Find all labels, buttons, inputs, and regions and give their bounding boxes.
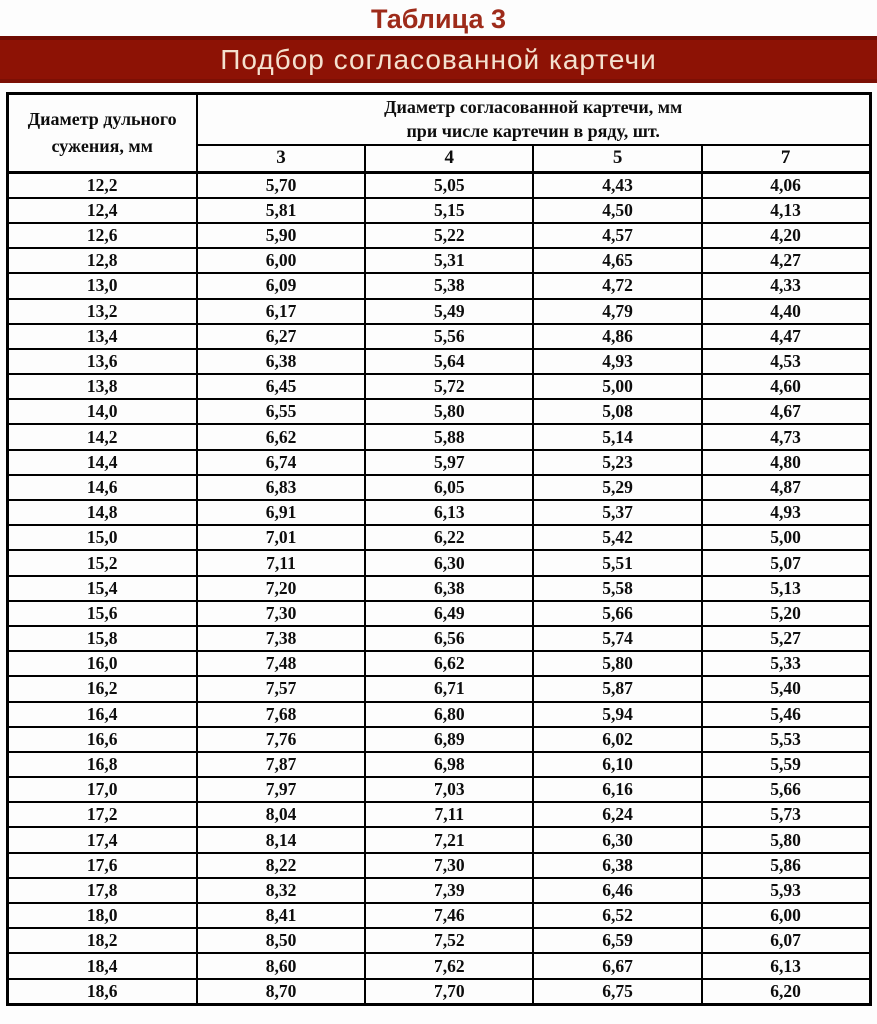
buckshot-diameter-cell: 8,50	[197, 928, 365, 953]
buckshot-diameter-cell: 4,27	[702, 248, 870, 273]
buckshot-diameter-cell: 6,59	[533, 928, 701, 953]
muzzle-diameter-cell: 17,4	[7, 827, 197, 852]
muzzle-diameter-cell: 13,4	[7, 324, 197, 349]
buckshot-diameter-cell: 5,90	[197, 223, 365, 248]
buckshot-diameter-cell: 7,70	[365, 979, 533, 1005]
buckshot-diameter-cell: 8,32	[197, 878, 365, 903]
buckshot-diameter-cell: 5,86	[702, 853, 870, 878]
buckshot-diameter-cell: 4,47	[702, 324, 870, 349]
table-row	[7, 676, 870, 701]
buckshot-diameter-cell: 5,80	[702, 827, 870, 852]
buckshot-diameter-cell: 7,97	[197, 777, 365, 802]
muzzle-diameter-cell: 14,4	[7, 450, 197, 475]
buckshot-diameter-cell: 7,21	[365, 827, 533, 852]
table-row	[7, 500, 870, 525]
buckshot-diameter-cell: 4,65	[533, 248, 701, 273]
buckshot-diameter-cell: 5,15	[365, 198, 533, 223]
table-row	[7, 601, 870, 626]
table-row	[7, 752, 870, 777]
buckshot-diameter-cell: 7,48	[197, 651, 365, 676]
buckshot-diameter-cell: 7,68	[197, 702, 365, 727]
buckshot-diameter-cell: 5,29	[533, 475, 701, 500]
buckshot-diameter-cell: 7,52	[365, 928, 533, 953]
muzzle-diameter-cell: 14,6	[7, 475, 197, 500]
muzzle-diameter-cell: 16,0	[7, 651, 197, 676]
buckshot-diameter-cell: 5,33	[702, 651, 870, 676]
muzzle-diameter-cell: 18,0	[7, 903, 197, 928]
table-row	[7, 651, 870, 676]
muzzle-diameter-cell: 13,0	[7, 273, 197, 298]
buckshot-diameter-cell: 6,09	[197, 273, 365, 298]
buckshot-diameter-cell: 5,72	[365, 374, 533, 399]
buckshot-diameter-cell: 8,60	[197, 953, 365, 978]
buckshot-diameter-cell: 6,52	[533, 903, 701, 928]
buckshot-diameter-cell: 6,80	[365, 702, 533, 727]
banner	[0, 36, 877, 83]
buckshot-diameter-cell: 5,46	[702, 702, 870, 727]
buckshot-diameter-cell: 5,74	[533, 626, 701, 651]
table-row	[7, 450, 870, 475]
buckshot-diameter-cell: 6,46	[533, 878, 701, 903]
table-row	[7, 172, 870, 198]
table-row	[7, 626, 870, 651]
buckshot-diameter-cell: 5,87	[533, 676, 701, 701]
table-row	[7, 777, 870, 802]
table-row	[7, 827, 870, 852]
column-group-header	[197, 94, 870, 145]
buckshot-diameter-cell: 6,02	[533, 727, 701, 752]
muzzle-diameter-cell: 12,4	[7, 198, 197, 223]
buckshot-diameter-cell: 7,57	[197, 676, 365, 701]
buckshot-diameter-cell: 5,88	[365, 424, 533, 449]
muzzle-diameter-cell: 18,4	[7, 953, 197, 978]
table-number-title: Таблица 3	[370, 4, 507, 34]
buckshot-diameter-cell: 4,40	[702, 299, 870, 324]
table-row	[7, 248, 870, 273]
buckshot-diameter-cell: 7,39	[365, 878, 533, 903]
column-subheader-7: 7	[702, 145, 870, 173]
table-row	[7, 424, 870, 449]
buckshot-diameter-cell: 4,80	[702, 450, 870, 475]
column-subheader-3: 3	[197, 145, 365, 173]
buckshot-diameter-cell: 6,71	[365, 676, 533, 701]
buckshot-diameter-cell: 5,80	[365, 399, 533, 424]
buckshot-diameter-cell: 5,64	[365, 349, 533, 374]
table-row	[7, 727, 870, 752]
header-row-1	[7, 94, 870, 145]
buckshot-diameter-cell: 8,04	[197, 802, 365, 827]
muzzle-diameter-cell: 16,4	[7, 702, 197, 727]
buckshot-diameter-cell: 6,07	[702, 928, 870, 953]
muzzle-diameter-cell: 14,2	[7, 424, 197, 449]
muzzle-diameter-cell: 17,8	[7, 878, 197, 903]
buckshot-diameter-cell: 6,38	[533, 853, 701, 878]
table-row	[7, 525, 870, 550]
table-row	[7, 349, 870, 374]
buckshot-diameter-cell: 4,93	[533, 349, 701, 374]
buckshot-diameter-cell: 4,86	[533, 324, 701, 349]
table-row	[7, 324, 870, 349]
buckshot-diameter-cell: 6,55	[197, 399, 365, 424]
buckshot-diameter-cell: 7,38	[197, 626, 365, 651]
buckshot-diameter-cell: 5,13	[702, 576, 870, 601]
buckshot-diameter-cell: 5,66	[533, 601, 701, 626]
buckshot-diameter-cell: 7,62	[365, 953, 533, 978]
buckshot-diameter-cell: 5,93	[702, 878, 870, 903]
buckshot-diameter-cell: 6,05	[365, 475, 533, 500]
buckshot-diameter-cell: 5,59	[702, 752, 870, 777]
buckshot-diameter-cell: 5,53	[702, 727, 870, 752]
muzzle-diameter-cell: 12,2	[7, 172, 197, 198]
column-subheader-4: 4	[365, 145, 533, 173]
group-header-line2: при числе картечин в ряду, шт.	[406, 121, 660, 142]
muzzle-diameter-cell: 14,0	[7, 399, 197, 424]
buckshot-diameter-cell: 5,23	[533, 450, 701, 475]
buckshot-diameter-cell: 5,49	[365, 299, 533, 324]
buckshot-diameter-cell: 6,10	[533, 752, 701, 777]
buckshot-diameter-cell: 5,38	[365, 273, 533, 298]
table-row	[7, 273, 870, 298]
buckshot-diameter-cell: 6,45	[197, 374, 365, 399]
table-row	[7, 928, 870, 953]
buckshot-diameter-cell: 7,30	[197, 601, 365, 626]
buckshot-diameter-cell: 5,80	[533, 651, 701, 676]
buckshot-diameter-cell: 4,53	[702, 349, 870, 374]
buckshot-diameter-cell: 4,72	[533, 273, 701, 298]
buckshot-diameter-cell: 5,07	[702, 550, 870, 575]
buckshot-diameter-cell: 6,98	[365, 752, 533, 777]
table-row	[7, 550, 870, 575]
buckshot-diameter-cell: 4,13	[702, 198, 870, 223]
buckshot-diameter-cell: 5,40	[702, 676, 870, 701]
buckshot-diameter-cell: 6,62	[365, 651, 533, 676]
buckshot-diameter-cell: 8,41	[197, 903, 365, 928]
buckshot-diameter-cell: 4,60	[702, 374, 870, 399]
buckshot-diameter-cell: 7,30	[365, 853, 533, 878]
buckshot-diameter-cell: 4,67	[702, 399, 870, 424]
buckshot-diameter-cell: 5,42	[533, 525, 701, 550]
muzzle-diameter-cell: 12,6	[7, 223, 197, 248]
buckshot-diameter-cell: 5,00	[702, 525, 870, 550]
buckshot-diameter-cell: 6,62	[197, 424, 365, 449]
table-row	[7, 198, 870, 223]
table-row	[7, 576, 870, 601]
buckshot-diameter-cell: 5,56	[365, 324, 533, 349]
table-row	[7, 299, 870, 324]
muzzle-diameter-cell: 16,8	[7, 752, 197, 777]
table-row	[7, 475, 870, 500]
buckshot-diameter-cell: 5,00	[533, 374, 701, 399]
buckshot-diameter-cell: 7,20	[197, 576, 365, 601]
table-row	[7, 702, 870, 727]
table-row	[7, 953, 870, 978]
buckshot-diameter-cell: 6,30	[533, 827, 701, 852]
buckshot-diameter-cell: 5,73	[702, 802, 870, 827]
buckshot-diameter-cell: 6,16	[533, 777, 701, 802]
muzzle-diameter-cell: 18,2	[7, 928, 197, 953]
buckshot-diameter-cell: 5,20	[702, 601, 870, 626]
buckshot-diameter-cell: 6,13	[365, 500, 533, 525]
buckshot-diameter-cell: 5,08	[533, 399, 701, 424]
buckshot-diameter-cell: 5,22	[365, 223, 533, 248]
buckshot-diameter-cell: 6,83	[197, 475, 365, 500]
buckshot-diameter-cell: 6,38	[197, 349, 365, 374]
buckshot-diameter-cell: 6,17	[197, 299, 365, 324]
group-header-line1: Диаметр согласованной картечи, мм	[384, 97, 683, 117]
table-row	[7, 979, 870, 1005]
buckshot-diameter-cell: 4,06	[702, 172, 870, 198]
buckshot-table	[6, 92, 872, 1006]
buckshot-diameter-cell: 6,75	[533, 979, 701, 1005]
buckshot-diameter-cell: 6,38	[365, 576, 533, 601]
buckshot-diameter-cell: 4,20	[702, 223, 870, 248]
muzzle-diameter-cell: 17,2	[7, 802, 197, 827]
buckshot-diameter-cell: 5,31	[365, 248, 533, 273]
buckshot-diameter-cell: 4,93	[702, 500, 870, 525]
buckshot-diameter-cell: 6,30	[365, 550, 533, 575]
buckshot-diameter-cell: 5,70	[197, 172, 365, 198]
buckshot-diameter-cell: 4,57	[533, 223, 701, 248]
buckshot-diameter-cell: 6,74	[197, 450, 365, 475]
buckshot-diameter-cell: 4,79	[533, 299, 701, 324]
muzzle-diameter-cell: 14,8	[7, 500, 197, 525]
muzzle-diameter-cell: 13,6	[7, 349, 197, 374]
muzzle-diameter-cell: 15,4	[7, 576, 197, 601]
buckshot-diameter-cell: 6,56	[365, 626, 533, 651]
table-row	[7, 878, 870, 903]
buckshot-diameter-cell: 5,51	[533, 550, 701, 575]
table-row	[7, 853, 870, 878]
banner-title: Подбор согласованной картечи	[220, 43, 657, 75]
buckshot-diameter-cell: 4,50	[533, 198, 701, 223]
table-row	[7, 802, 870, 827]
buckshot-diameter-cell: 7,87	[197, 752, 365, 777]
buckshot-diameter-cell: 6,20	[702, 979, 870, 1005]
muzzle-diameter-cell: 13,2	[7, 299, 197, 324]
muzzle-diameter-cell: 16,2	[7, 676, 197, 701]
buckshot-diameter-cell: 5,14	[533, 424, 701, 449]
buckshot-diameter-cell: 7,11	[365, 802, 533, 827]
muzzle-diameter-cell: 15,2	[7, 550, 197, 575]
muzzle-diameter-cell: 13,8	[7, 374, 197, 399]
buckshot-diameter-cell: 6,89	[365, 727, 533, 752]
buckshot-diameter-cell: 7,03	[365, 777, 533, 802]
buckshot-diameter-cell: 6,67	[533, 953, 701, 978]
buckshot-diameter-cell: 6,24	[533, 802, 701, 827]
buckshot-diameter-cell: 6,27	[197, 324, 365, 349]
buckshot-diameter-cell: 7,46	[365, 903, 533, 928]
buckshot-diameter-cell: 6,49	[365, 601, 533, 626]
buckshot-diameter-cell: 6,00	[197, 248, 365, 273]
buckshot-diameter-cell: 5,81	[197, 198, 365, 223]
buckshot-diameter-cell: 5,58	[533, 576, 701, 601]
table-row	[7, 374, 870, 399]
buckshot-diameter-cell: 6,00	[702, 903, 870, 928]
buckshot-diameter-cell: 6,22	[365, 525, 533, 550]
buckshot-diameter-cell: 7,76	[197, 727, 365, 752]
buckshot-diameter-cell: 5,27	[702, 626, 870, 651]
buckshot-diameter-cell: 5,37	[533, 500, 701, 525]
muzzle-diameter-cell: 17,0	[7, 777, 197, 802]
muzzle-diameter-cell: 12,8	[7, 248, 197, 273]
buckshot-diameter-cell: 4,43	[533, 172, 701, 198]
buckshot-diameter-cell: 8,22	[197, 853, 365, 878]
buckshot-diameter-cell: 8,14	[197, 827, 365, 852]
buckshot-diameter-cell: 4,33	[702, 273, 870, 298]
buckshot-diameter-cell: 6,91	[197, 500, 365, 525]
table-row	[7, 903, 870, 928]
table-row	[7, 223, 870, 248]
muzzle-diameter-cell: 18,6	[7, 979, 197, 1005]
muzzle-diameter-cell: 15,8	[7, 626, 197, 651]
buckshot-diameter-cell: 4,87	[702, 475, 870, 500]
buckshot-diameter-cell: 4,73	[702, 424, 870, 449]
buckshot-diameter-cell: 5,05	[365, 172, 533, 198]
column-header-muzzle-diameter: Диаметр дульного сужения, мм	[7, 94, 197, 173]
buckshot-diameter-cell: 8,70	[197, 979, 365, 1005]
buckshot-diameter-cell: 5,66	[702, 777, 870, 802]
column-subheader-5: 5	[533, 145, 701, 173]
table-row	[7, 399, 870, 424]
muzzle-diameter-cell: 15,0	[7, 525, 197, 550]
buckshot-diameter-cell: 5,97	[365, 450, 533, 475]
buckshot-diameter-cell: 7,01	[197, 525, 365, 550]
muzzle-diameter-cell: 15,6	[7, 601, 197, 626]
buckshot-diameter-cell: 6,13	[702, 953, 870, 978]
buckshot-diameter-cell: 7,11	[197, 550, 365, 575]
muzzle-diameter-cell: 17,6	[7, 853, 197, 878]
muzzle-diameter-cell: 16,6	[7, 727, 197, 752]
buckshot-diameter-cell: 5,94	[533, 702, 701, 727]
